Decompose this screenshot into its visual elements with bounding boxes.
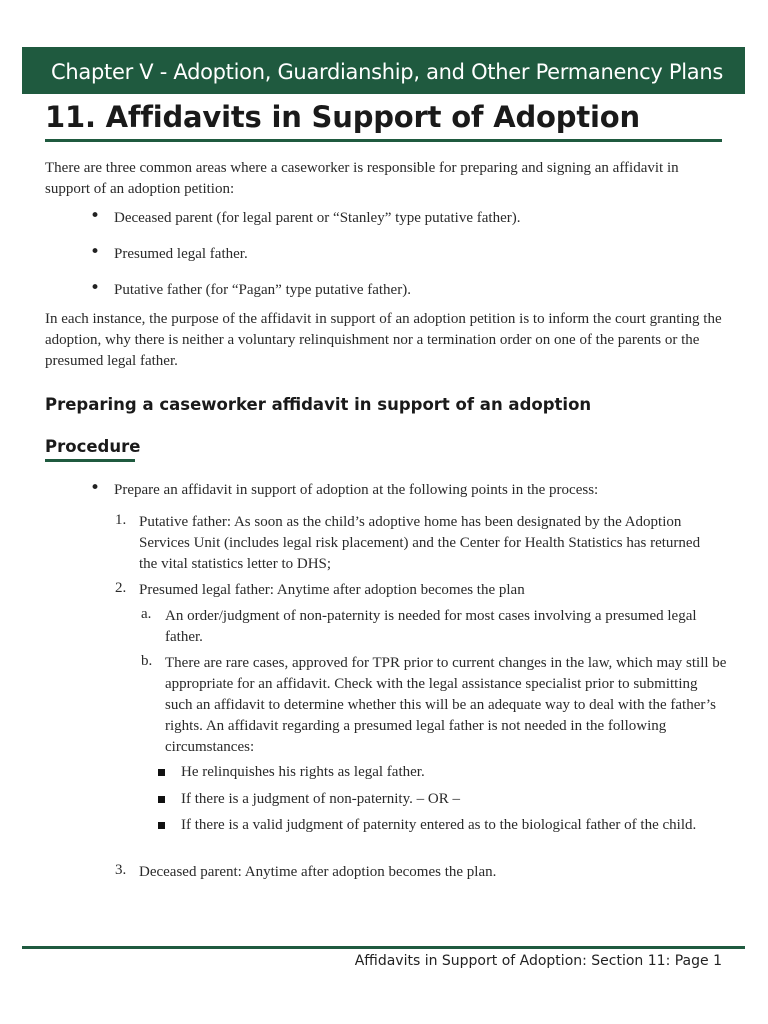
procedure-bullet-text: Prepare an affidavit in support of adoption at the following points in the process: <box>114 482 599 498</box>
section-title: 11. Affidavits in Support of Adoption <box>45 100 640 134</box>
purpose-paragraph: In each instance, the purpose of the affidavit in support of an adoption petition is to inform the court granting the adoption, why there is neither a voluntary relinquishment nor a termination order on one of the parents or the presumed legal father. <box>45 311 722 369</box>
square-bullet-icon <box>158 822 165 829</box>
page-footer: Affidavits in Support of Adoption: Section 11: Page 1 <box>354 953 722 969</box>
procedure-underline <box>45 459 135 462</box>
numbered-item-text: Deceased parent: Anytime after adoption becomes the plan. <box>139 864 497 880</box>
title-divider <box>45 139 722 142</box>
intro-bullet-text: Putative father (for “Pagan” type putative father). <box>114 282 411 298</box>
footer-divider <box>22 946 745 949</box>
item-number: 3. <box>115 862 127 878</box>
square-bullet-text: If there is a judgment of non-paternity. – OR – <box>181 791 460 807</box>
intro-paragraph: There are three common areas where a caseworker is responsible for preparing and signing an affidavit in support of an adoption petition: <box>45 160 679 197</box>
item-number: 1. <box>115 512 127 528</box>
lettered-item-text: There are rare cases, approved for TPR prior to current changes in the law, which may still be appropriate for an affidavit. Check with the legal assistance specialist prior to submitting such an affidavit to determine whether this will be an adequate way to deal with the father’s rights. An affidavit regarding a presumed legal father is not needed in the following circumstances: <box>165 655 727 755</box>
bullet-icon: • <box>90 242 101 262</box>
numbered-item-text: Presumed legal father: Anytime after adoption becomes the plan <box>139 582 525 598</box>
intro-bullet-text: Presumed legal father. <box>114 246 248 262</box>
affidavit-subheading: Preparing a caseworker affidavit in support of an adoption <box>45 395 592 414</box>
numbered-item-text: Putative father: As soon as the child’s adoptive home has been designated by the Adoption Services Unit (includes legal risk placement) and the Center for Health Statistics has returned the vital statistics letter to DHS; <box>139 514 701 572</box>
intro-bullet-text: Deceased parent (for legal parent or “Stanley” type putative father). <box>114 210 521 226</box>
bullet-icon: • <box>90 478 101 498</box>
square-bullet-text: If there is a valid judgment of paternity entered as to the biological father of the child. <box>181 817 697 833</box>
chapter-title: Chapter V - Adoption, Guardianship, and Other Permanency Plans <box>51 60 723 84</box>
procedure-heading: Procedure <box>45 437 141 456</box>
item-letter: a. <box>141 606 152 622</box>
item-letter: b. <box>141 653 153 669</box>
item-number: 2. <box>115 580 127 596</box>
square-bullet-icon <box>158 769 165 776</box>
lettered-item-text: An order/judgment of non-paternity is needed for most cases involving a presumed legal father. <box>165 608 697 645</box>
bullet-icon: • <box>90 278 101 298</box>
chapter-banner <box>22 47 745 94</box>
square-bullet-icon <box>158 796 165 803</box>
square-bullet-text: He relinquishes his rights as legal father. <box>181 764 425 780</box>
bullet-icon: • <box>90 206 101 226</box>
